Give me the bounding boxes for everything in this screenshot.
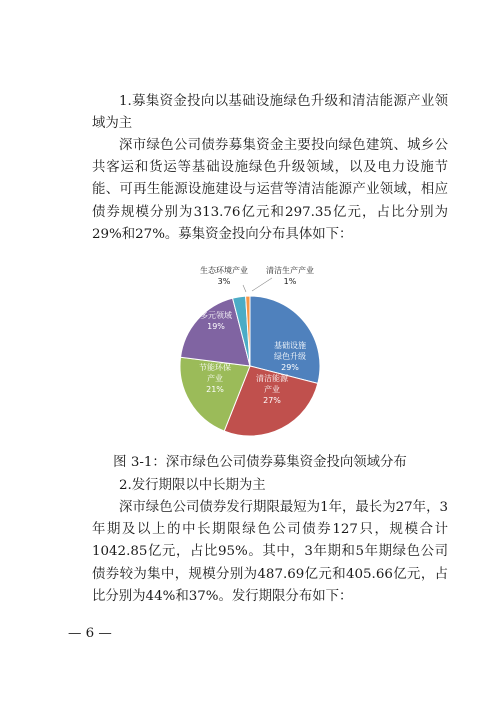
- slice-label: 清洁生产产业: [266, 266, 314, 275]
- page-number: — 6 —: [68, 626, 112, 641]
- figure-caption: 图 3-1：深市绿色公司债券募集资金投向领域分布: [113, 455, 407, 470]
- slice-label: 产业: [207, 374, 223, 383]
- slice-percent: 19%: [207, 322, 225, 331]
- section-heading-1: 1.募集资金投向以基础设施绿色升级和清洁能源产业领域为主: [92, 94, 448, 132]
- slice-label: 生态环境产业: [200, 266, 248, 275]
- slice-label: 多元领域: [200, 311, 232, 320]
- pie-chart: [150, 262, 340, 444]
- leader-line: [252, 278, 272, 291]
- slice-percent: 3%: [217, 277, 231, 286]
- slice-label: 基础设施: [274, 341, 306, 350]
- slice-label: 清洁能源: [256, 374, 288, 383]
- slice-label: 绿色升级: [274, 352, 306, 361]
- body-paragraph-2: 深市绿色公司债券发行期限最短为1年，最长为27年，3年期及以上的中长期限绿色公司债券127只，规模合计1042.85亿元，占比95%。其中，3年期和5年期绿色公司债券较为集中，规模分别为487.69亿元和405.66亿元，占比分别为44%和37%。发行期限分布如下：: [92, 500, 448, 604]
- body-paragraph-1: 深市绿色公司债券募集资金主要投向绿色建筑、城乡公共客运和货运等基础设施绿色升级领域，以及电力设施节能、可再生能源设施建设与运营等清洁能源产业领域，相应债券规模分别为313.76亿元和297.35亿元，占比分别为29%和27%。募集资金投向分布具体如下：: [92, 138, 448, 242]
- slice-percent: 27%: [263, 396, 281, 405]
- slice-percent: 21%: [206, 385, 224, 394]
- slice-percent: 29%: [281, 363, 299, 372]
- slice-label: 节能环保: [199, 363, 231, 372]
- slice-label: 产业: [264, 385, 280, 394]
- slice-percent: 1%: [283, 277, 297, 286]
- leader-line: [243, 285, 246, 292]
- section-heading-2: 2.发行期限以中长期为主: [119, 478, 266, 493]
